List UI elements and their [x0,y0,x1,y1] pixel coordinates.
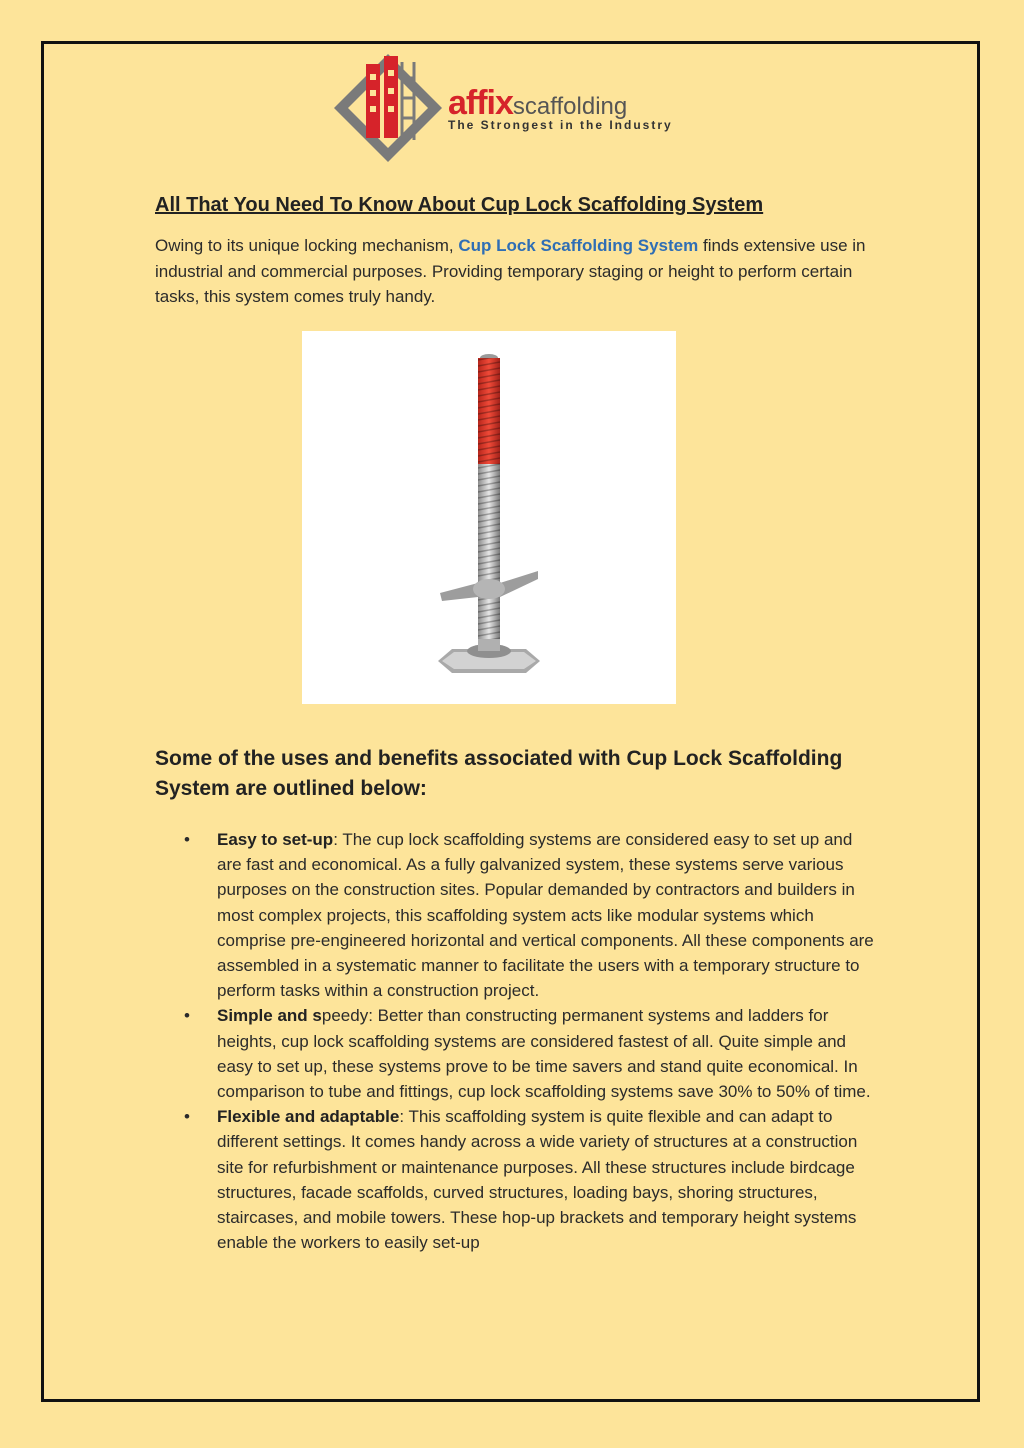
benefit-text: : The cup lock scaffolding systems are considered easy to set up and are fast and economical. As a fully galvanized system, these systems serve various purposes on the construction sites. Popular demanded by contractors and builders in most complex projects, this scaffolding system acts like modular systems which comprise pre-engineered horizontal and vertical components. All these components are assembled in a systematic manner to facilitate the users with a temporary structure to perform tasks within a construction project. [217,830,874,1001]
intro-paragraph [155,233,875,310]
intro-text-after: finds extensive use in industrial and commercial purposes. Providing temporary staging or height to perform certain tasks, this system comes truly handy. [155,236,866,306]
list-item [155,827,875,1003]
benefit-text: peedy: Better than constructing permanent systems and ladders for heights, cup lock scaffolding systems are considered fastest of all. Quite simple and easy to set up, these systems prove to be time savers and stand quite economical. In comparison to tube and fittings, cup lock scaffolding systems save 30% to 50% of time. [217,1006,871,1102]
logo-brand-rest: scaffolding [512,93,628,120]
logo-diamond-icon [330,48,448,166]
benefit-heading: Flexible and adaptable [217,1107,400,1127]
list-item [155,1003,875,1104]
benefits-subheading: Some of the uses and benefits associated with Cup Lock Scaffolding System are outlined below: [155,747,843,800]
benefit-text: : This scaffolding system is quite flexible and can adapt to different settings. It comes handy across a wide variety of structures at a construction site for refurbishment or maintenance purposes. All these structures include birdcage structures, facade scaffolds, curved structures, loading bays, shoring structures, staircases, and mobile towers. These hop-up brackets and temporary height systems enable the workers to easily set-up [217,1107,858,1253]
cup-lock-system-link[interactable]: Cup Lock Scaffolding System [458,236,699,255]
list-item [155,1104,875,1255]
bullet-icon: • [184,1107,190,1127]
product-image-screw-jack [302,331,676,704]
affix-scaffolding-logo [330,48,680,166]
logo-tagline: The Strongest in the Industry [448,118,673,132]
benefit-heading: Easy to set-up [217,830,334,849]
logo-brand-bold: affix [448,84,513,122]
intro-text-before: Owing to its unique locking mechanism, [155,236,459,255]
benefit-heading: Simple and s [217,1006,322,1026]
bullet-icon: • [184,830,190,849]
screw-jack-illustration [302,331,676,704]
bullet-icon: • [184,1006,190,1026]
article-title: All That You Need To Know About Cup Lock Scaffolding System [155,194,764,216]
benefits-list [155,827,875,1255]
